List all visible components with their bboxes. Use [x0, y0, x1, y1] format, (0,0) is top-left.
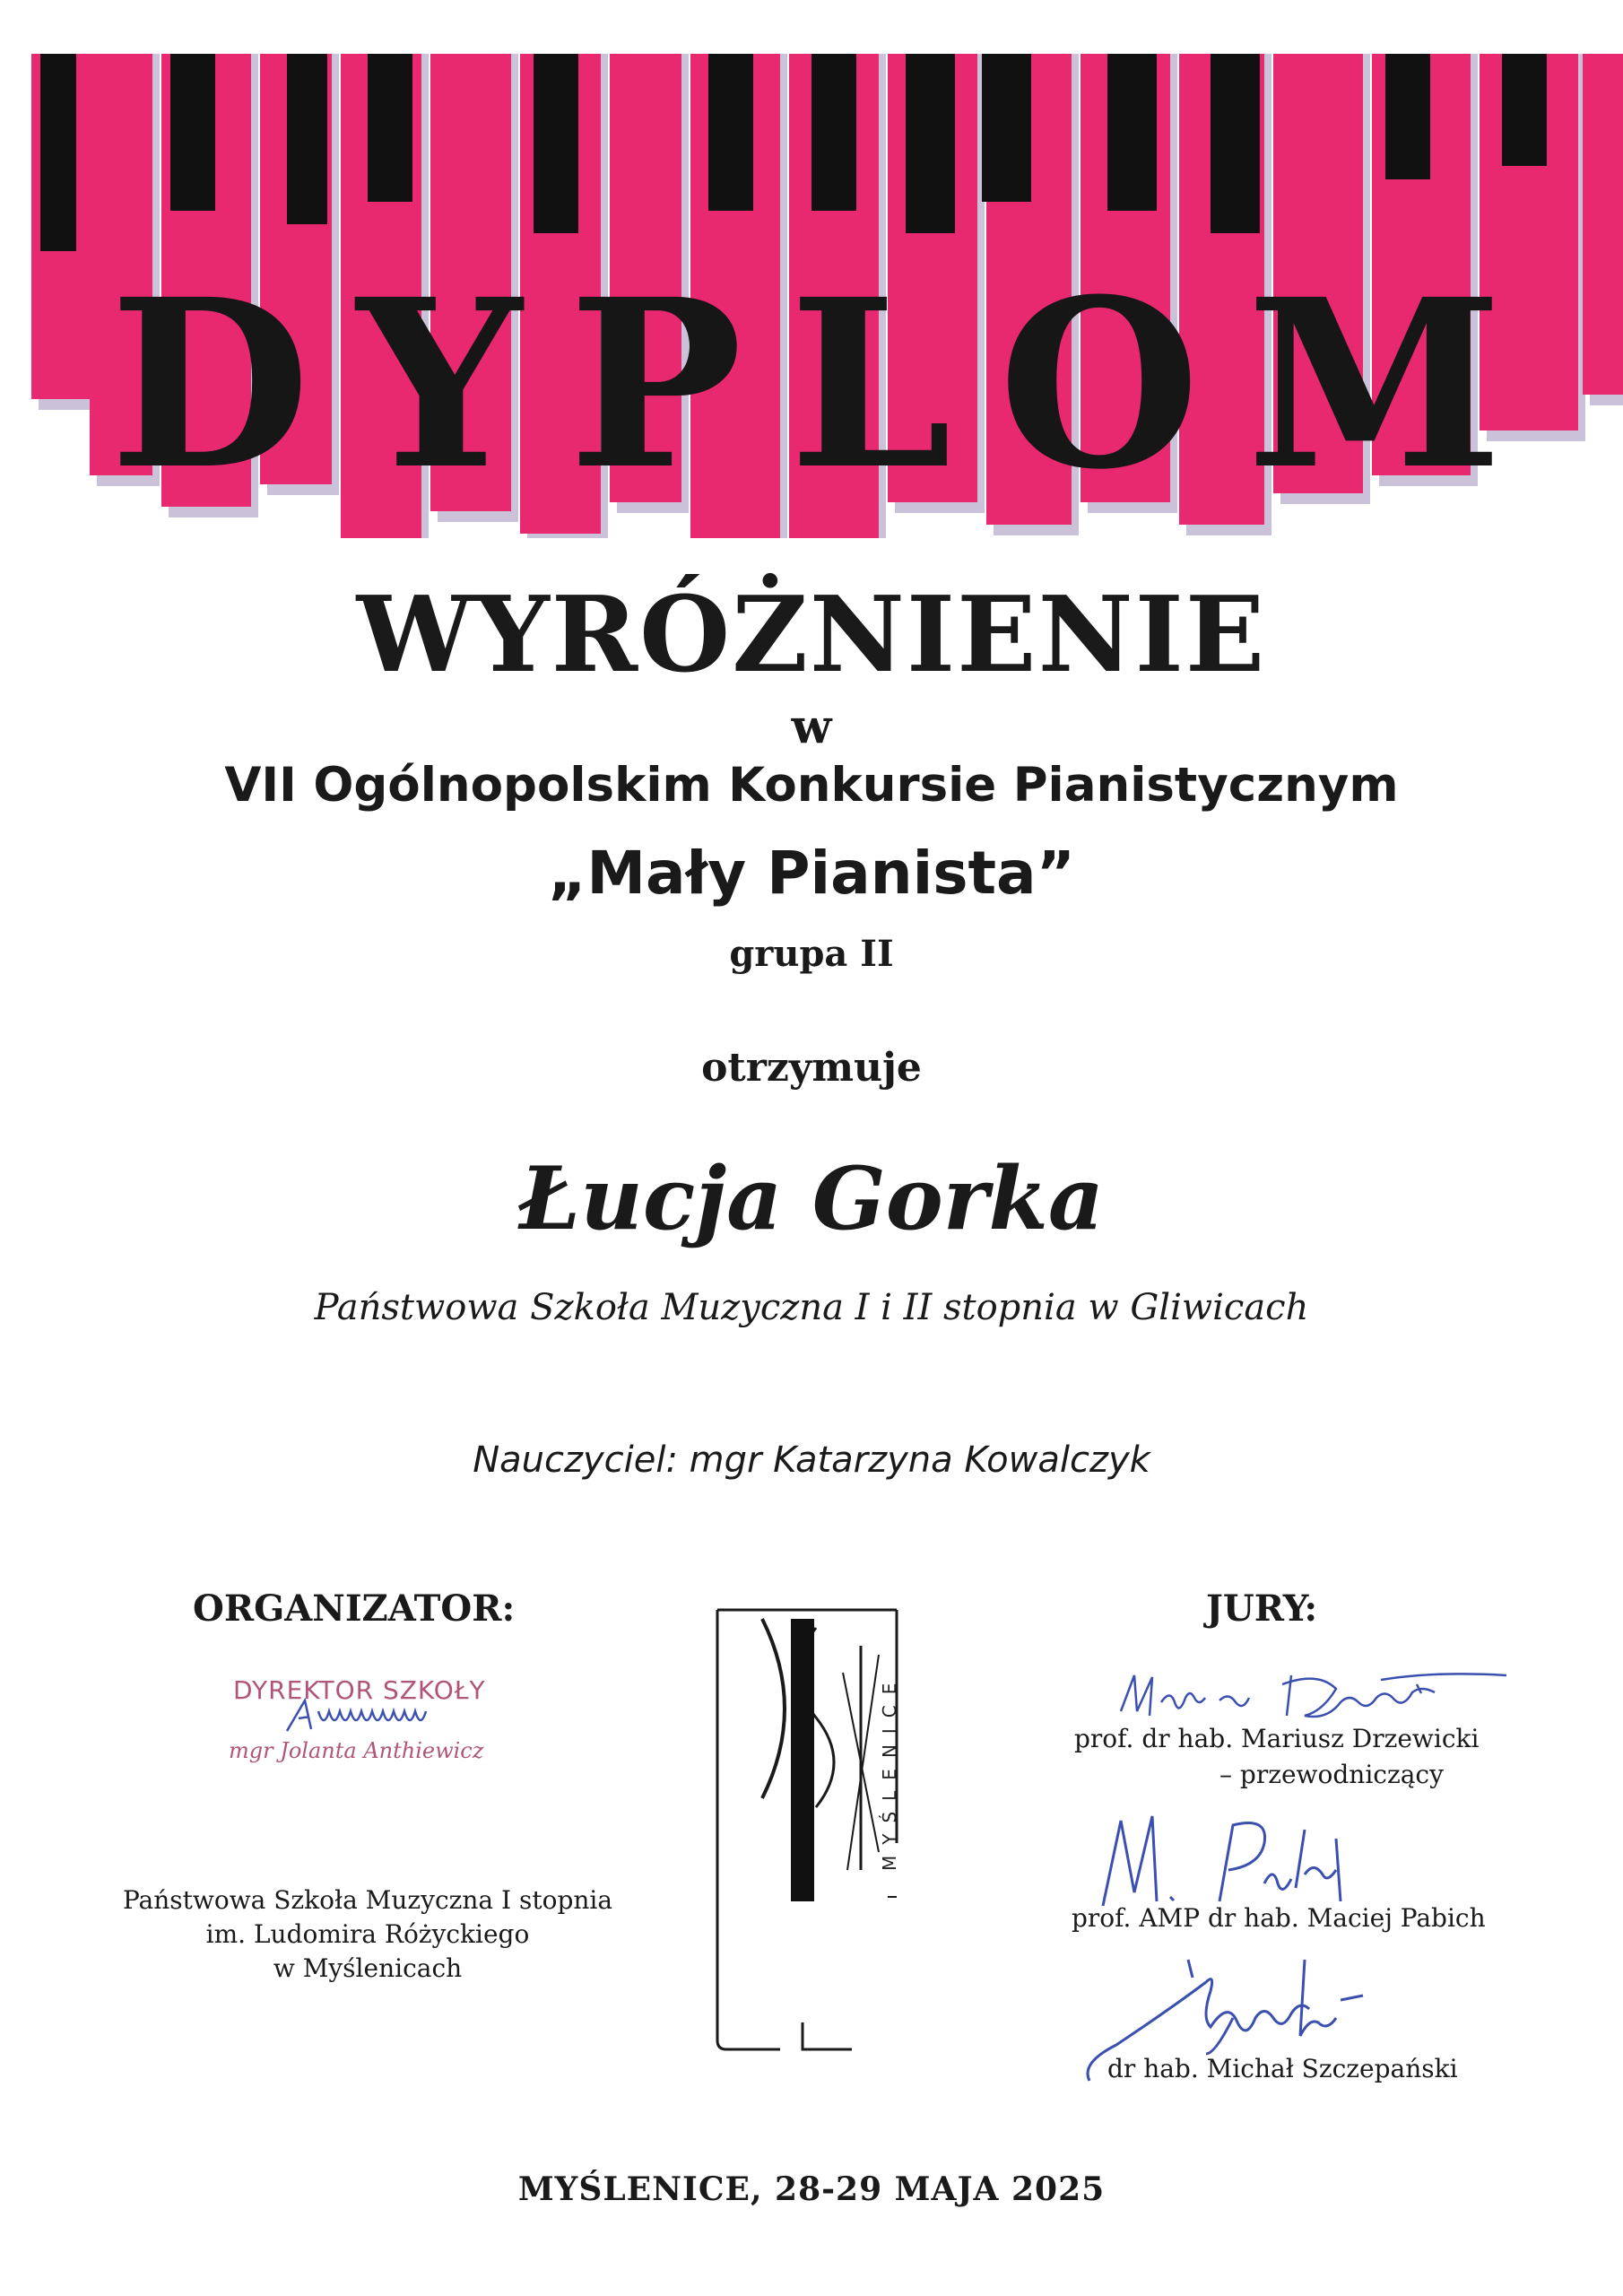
black-key — [170, 54, 215, 211]
event-date: MYŚLENICE, 28-29 MAJA 2025 — [517, 2170, 1106, 2208]
black-key — [534, 54, 578, 233]
award-preposition: w — [791, 700, 832, 754]
organizer-school-line-2: im. Ludomira Różyckiego — [205, 1919, 530, 1949]
black-key — [287, 54, 327, 224]
award-title: WYRÓŻNIENIE — [356, 574, 1267, 696]
organizer-label: ORGANIZATOR: — [193, 1587, 516, 1630]
organizer-school — [108, 1883, 628, 1986]
black-key — [812, 54, 856, 211]
logo-vertical-text: MYŚLENICE — [879, 1672, 900, 1871]
black-key — [368, 54, 412, 202]
jury-label: JURY: — [1206, 1587, 1318, 1630]
stamp-title: DYREKTOR SZKOŁY — [233, 1675, 486, 1705]
jury-member-3-name: dr hab. Michał Szczepański — [1107, 2054, 1458, 2083]
competition-name: „Mały Pianista” — [548, 839, 1075, 908]
receives-label: otrzymuje — [701, 1045, 922, 1091]
director-signature — [282, 1693, 471, 1738]
organizer-school-line-3: w Myślenicach — [273, 1953, 463, 1983]
jury-member-1-name: prof. dr hab. Mariusz Drzewicki — [1074, 1724, 1480, 1753]
diploma-title: DYPLOM — [109, 248, 1549, 520]
recipient-name: Łucja Gorka — [518, 1148, 1105, 1249]
black-key — [1211, 54, 1260, 233]
jury-member-2-name: prof. AMP dr hab. Maciej Pabich — [1072, 1903, 1486, 1933]
jury-member-1-role: – przewodniczący — [1219, 1760, 1444, 1789]
recipient-school: Państwowa Szkoła Muzyczna I i II stopnia w Gliwicach — [314, 1287, 1309, 1328]
black-key — [1502, 54, 1547, 166]
black-key — [1385, 54, 1430, 179]
director-stamp — [229, 1675, 516, 1774]
competition-group: grupa II — [729, 933, 894, 975]
teacher-name: Nauczyciel: mgr Katarzyna Kowalczyk — [473, 1439, 1150, 1481]
black-key — [40, 54, 76, 251]
organizer-school-line-1: Państwowa Szkoła Muzyczna I stopnia — [122, 1885, 613, 1915]
jury-signature-2 — [1085, 1803, 1399, 1919]
competition-title: VII Ogólnopolskim Konkursie Pianistycznym — [224, 758, 1399, 813]
black-key — [982, 54, 1031, 202]
jury-signature-1 — [1112, 1666, 1515, 1729]
black-key — [906, 54, 955, 233]
black-key — [708, 54, 753, 211]
stamp-name: mgr Jolanta Anthiewicz — [229, 1738, 484, 1763]
black-key — [1107, 54, 1157, 211]
